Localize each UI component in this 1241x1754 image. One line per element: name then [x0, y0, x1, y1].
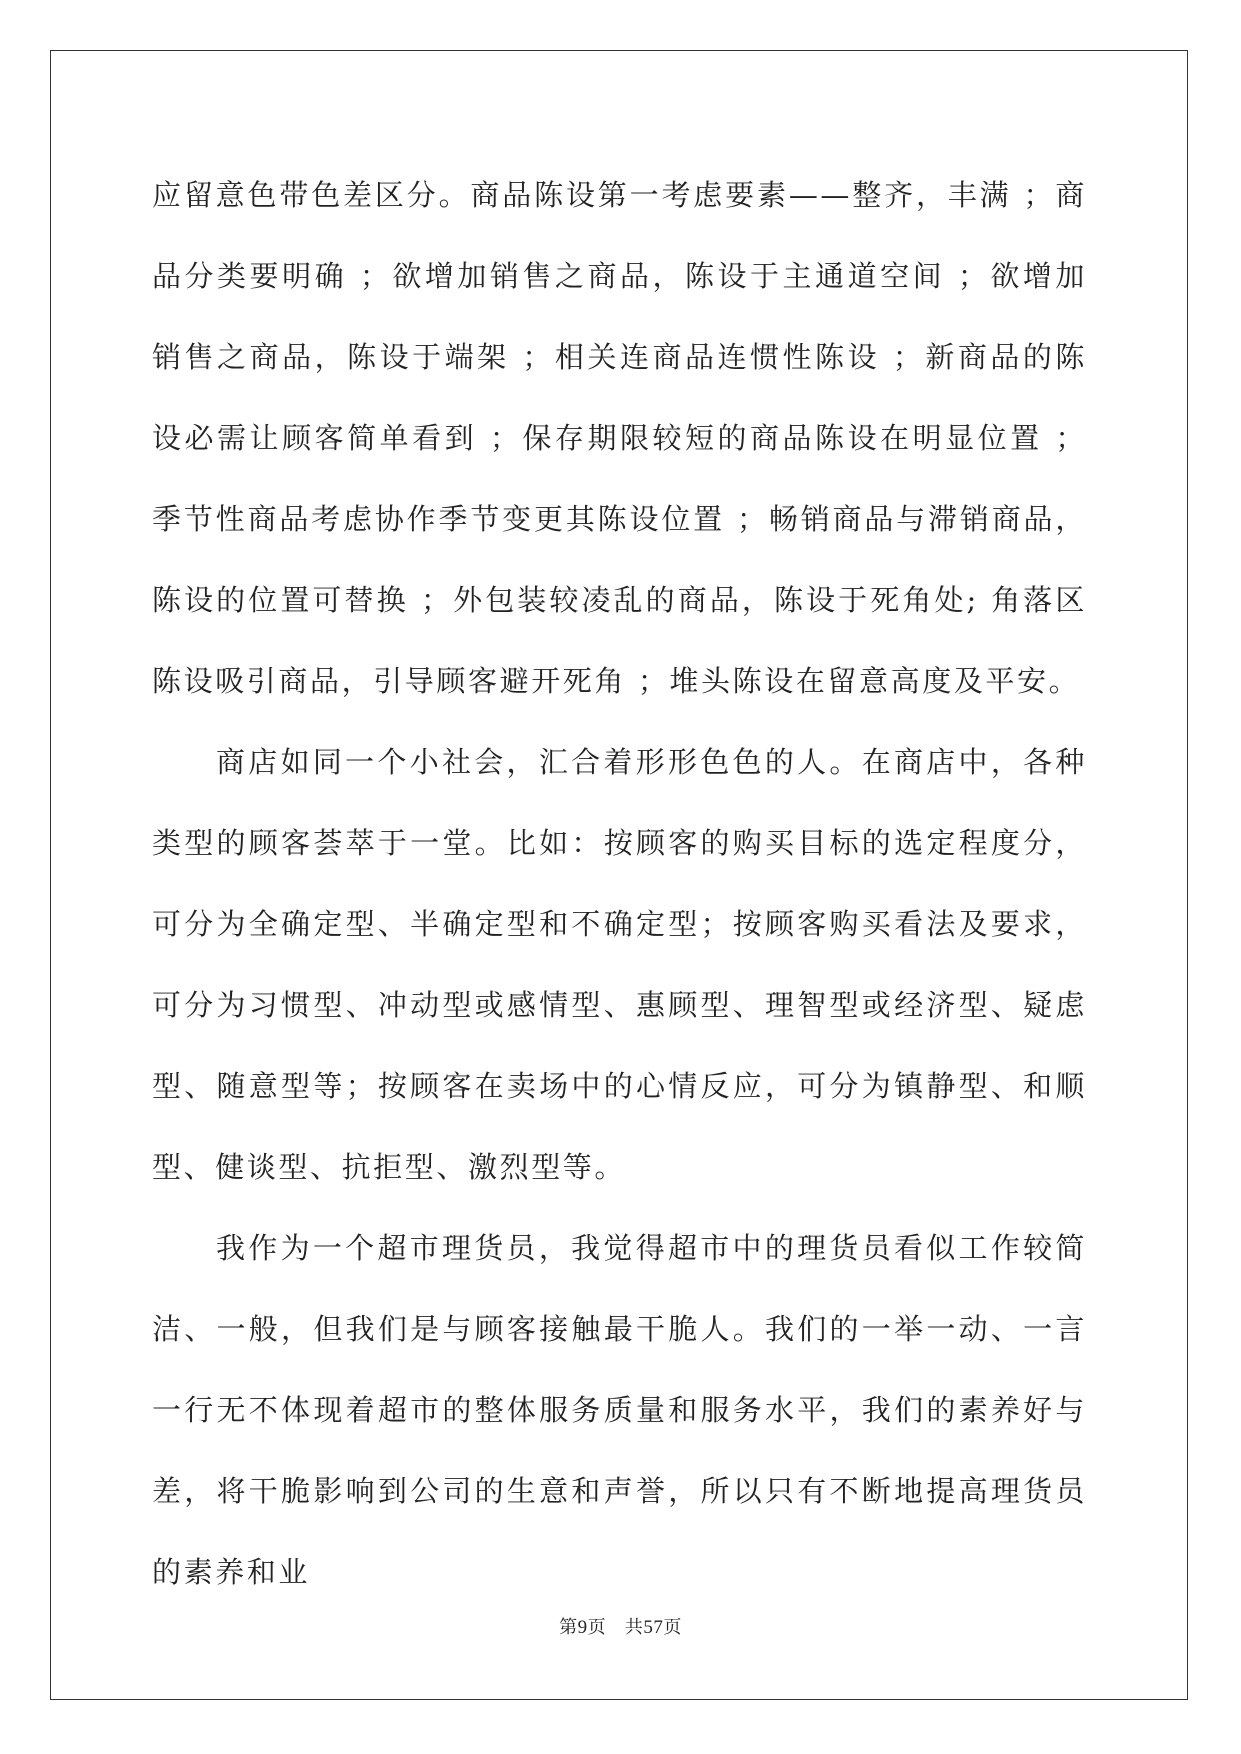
paragraph-3: 我作为一个超市理货员，我觉得超市中的理货员看似工作较简洁、一般，但我们是与顾客接触最干脆人。我们的一举一动、一言一行无不体现着超市的整体服务质量和服务水平，我们的素养好与差，将干脆影响到公司的生意和声誉，所以只有不断地提高理货员的素养和业 — [152, 1231, 1087, 1589]
page-suffix: 页 — [587, 1617, 607, 1638]
page-prefix: 第 — [559, 1617, 578, 1638]
total-pages: 57 — [643, 1617, 664, 1638]
page-number: 9 — [577, 1617, 588, 1638]
total-suffix: 页 — [663, 1617, 682, 1638]
document-body — [152, 155, 1087, 1613]
page-footer — [0, 1613, 1241, 1639]
total-prefix: 共 — [624, 1617, 644, 1638]
paragraph-2: 商店如同一个小社会，汇合着形形色色的人。在商店中，各种类型的顾客荟萃于一堂。比如：按顾客的购买目标的选定程度分，可分为全确定型、半确定型和不确定型；按顾客购买看法及要求，可分为习惯型、冲动型或感情型、惠顾型、理智型或经济型、疑虑型、随意型等；按顾客在卖场中的心情反应，可分为镇静型、和顺型、健谈型、抗拒型、激烈型等。 — [152, 745, 1087, 1184]
paragraph-1: 应留意色带色差区分。商品陈设第一考虑要素——整齐，丰满 ；商品分类要明确 ；欲增加销售之商品，陈设于主通道空间 ；欲增加销售之商品，陈设于端架 ；相关连商品连惯性陈设 ；新商品的陈设必需让顾客简单看到 ；保存期限较短的商品陈设在明显位置 ；季节性商品考虑协作季节变更其陈设位置 ；畅销商品与滞销商品，陈设的位置可替换 ；外包装较凌乱的商品，陈设于死角处; 角落区陈设吸引商品，引导顾客避开死角 ；堆头陈设在留意高度及平安。 — [152, 178, 1088, 698]
